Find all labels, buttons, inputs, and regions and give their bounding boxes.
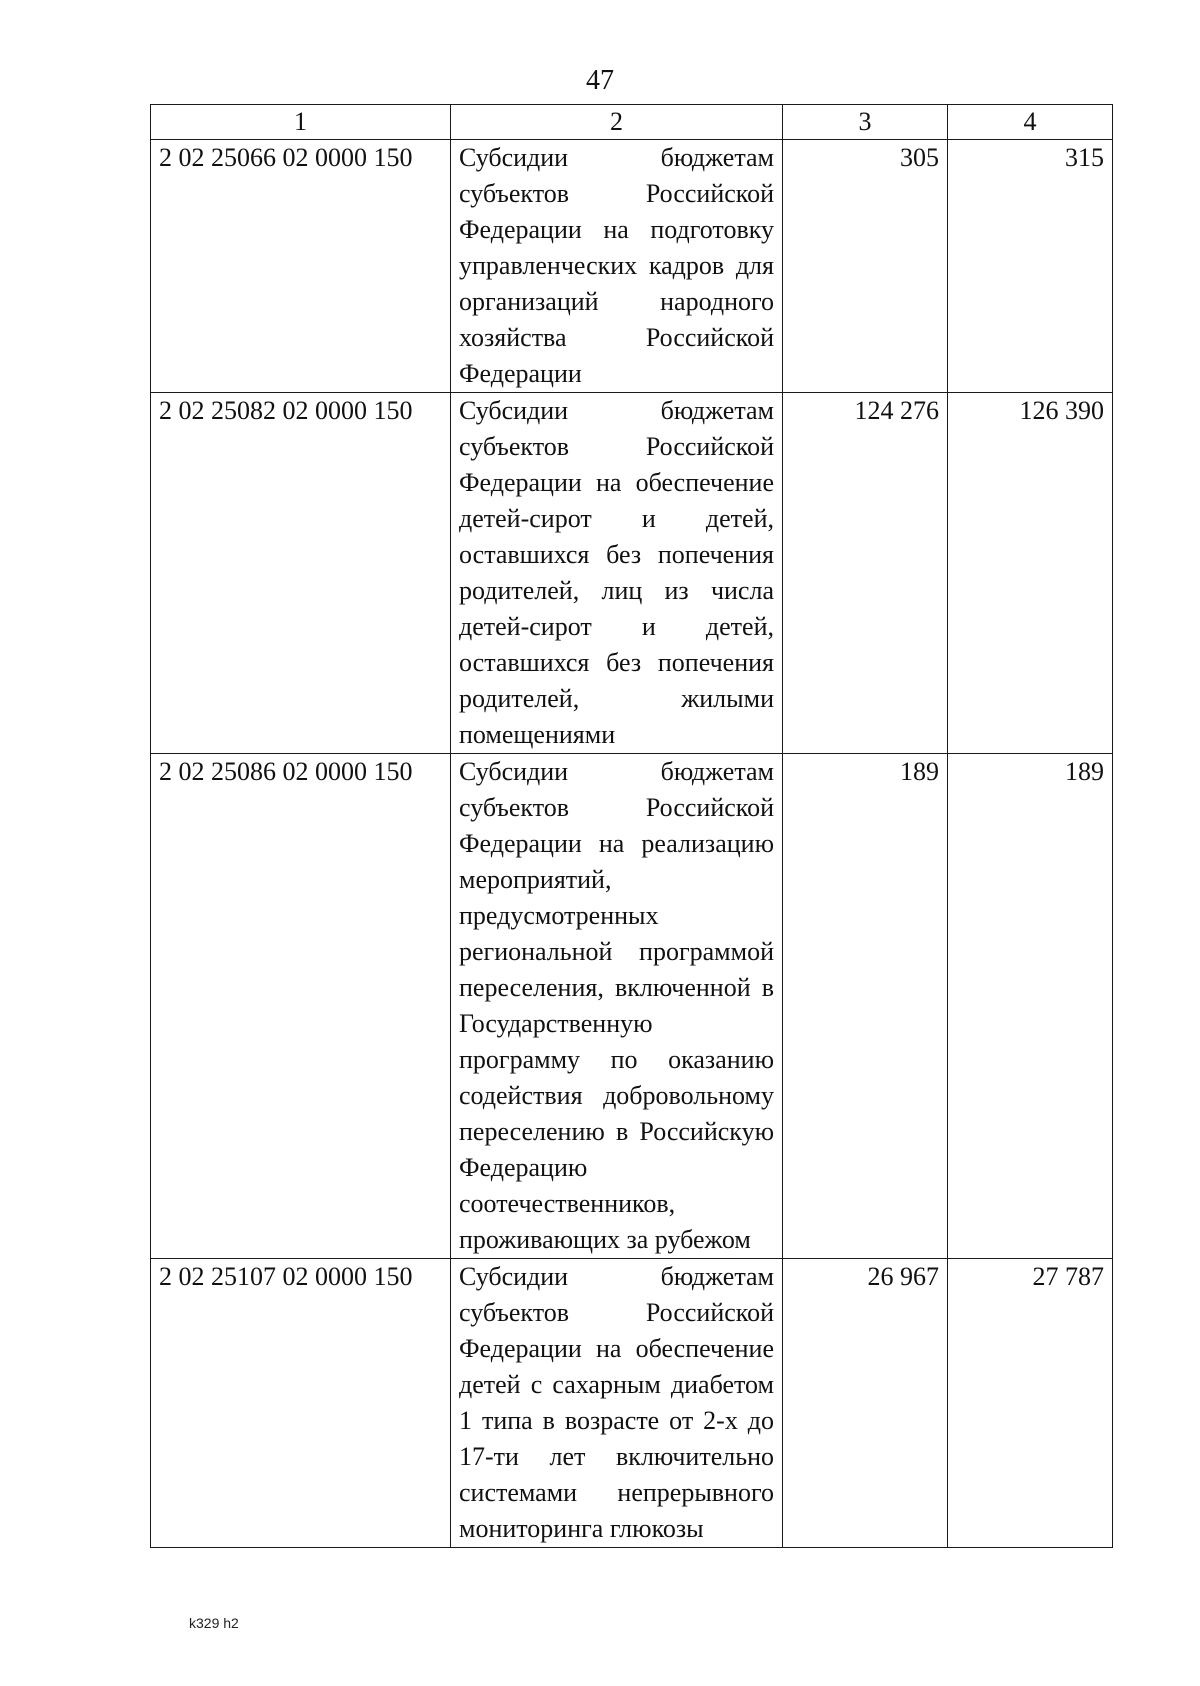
table-row (151, 1259, 1113, 1548)
column-header-3: 3 (783, 105, 948, 140)
value-column-4-cell: 315 (948, 140, 1113, 393)
value-column-3-cell: 124 276 (783, 393, 948, 754)
value-column-4-cell: 189 (948, 754, 1113, 1259)
page-number: 47 (586, 65, 614, 96)
description-cell: Субсидии бюджетам субъектов Российской Федерации на подготовку управленческих кадров для организаций народного хозяйства Российской Федерации (451, 140, 783, 393)
budget-code-cell: 2 02 25107 02 0000 150 (151, 1259, 451, 1548)
table-row (151, 754, 1113, 1259)
budget-code-cell: 2 02 25086 02 0000 150 (151, 754, 451, 1259)
value-column-3-cell: 189 (783, 754, 948, 1259)
table-header-row (151, 105, 1113, 140)
value-column-3-cell: 305 (783, 140, 948, 393)
document-footer-code: k329 h2 (189, 1615, 239, 1631)
value-column-4-cell: 27 787 (948, 1259, 1113, 1548)
description-cell: Субсидии бюджетам субъектов Российской Федерации на реализацию мероприятий, предусмотренных региональной программой переселения, включенной в Государственную программу по оказанию содействия добровольному переселению в Российскую Федерацию соотечественников, проживающих за рубежом (451, 754, 783, 1259)
column-header-2: 2 (451, 105, 783, 140)
table-row (151, 393, 1113, 754)
budget-code-cell: 2 02 25082 02 0000 150 (151, 393, 451, 754)
description-cell: Субсидии бюджетам субъектов Российской Федерации на обеспечение детей-сирот и детей, оставшихся без попечения родителей, лиц из числа детей-сирот и детей, оставшихся без попечения родителей, жилыми помещениями (451, 393, 783, 754)
column-header-1: 1 (151, 105, 451, 140)
value-column-3-cell: 26 967 (783, 1259, 948, 1548)
value-column-4-cell: 126 390 (948, 393, 1113, 754)
column-header-4: 4 (948, 105, 1113, 140)
table-row (151, 140, 1113, 393)
budget-revenue-table (150, 104, 1113, 1548)
budget-code-cell: 2 02 25066 02 0000 150 (151, 140, 451, 393)
description-cell: Субсидии бюджетам субъектов Российской Федерации на обеспечение детей с сахарным диабетом 1 типа в возрасте от 2-х до 17-ти лет включительно системами непрерывного мониторинга глюкозы (451, 1259, 783, 1548)
